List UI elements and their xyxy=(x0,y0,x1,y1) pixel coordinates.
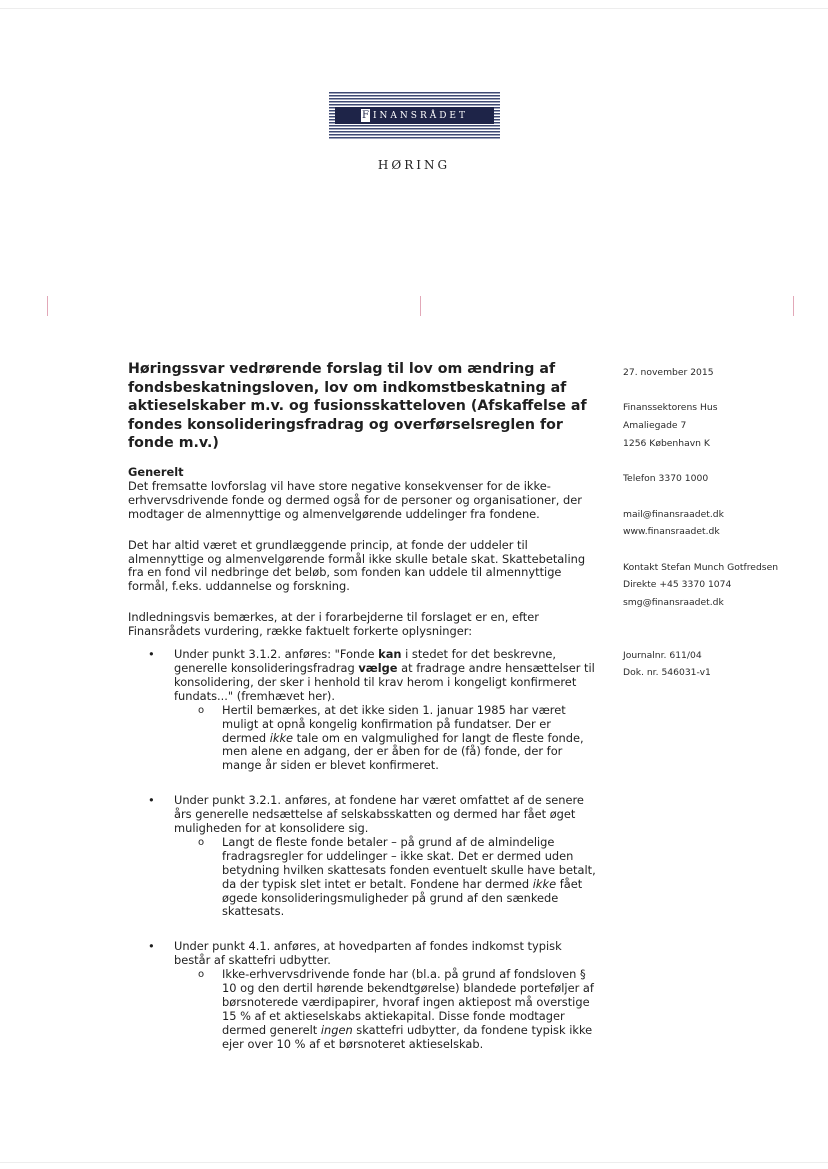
sub-list xyxy=(174,704,598,774)
journal-number: Journalnr. 611/04 xyxy=(623,649,702,661)
bullet-icon: • xyxy=(148,939,155,954)
list-item: • Under punkt 3.2.1. anføres, at fondene har været omfattet af de senere års generelle nedsættelse af selskabsskatten og dermed har fået øget muligheden for at konsolidere sig. o Langt de fleste fonde betaler – på grund af de almindelige fradragsregler for uddelinger – ikke skat. Det er dermed uden betydning hvilken skattesats fonden eventuelt skulle have betalt, da der typisk slet intet er betalt. Fondene har dermed ikke fået øgede konsolideringsmuligheder på grund af den sænkede skattesats. xyxy=(128,794,598,919)
sub-list xyxy=(174,836,598,919)
paragraph-1: Det fremsatte lovforslag vil have store negative konsekvenser for de ikke-erhvervsdrivende fonde og dermed også for de personer og organisationer, der modtager de almennyttige og almenvelgørende uddelinger fra fondene. xyxy=(128,478,582,521)
document-number: Dok. nr. 546031-v1 xyxy=(623,667,711,679)
sub-list-item: o Langt de fleste fonde betaler – på grund af de almindelige fradragsregler for uddelinger – ikke skat. Det er dermed uden betydning hvilken skattesats fonden eventuelt skulle have betalt, da der typisk slet intet er betalt. Fondene har dermed ikke fået øgede konsolideringsmuligheder på grund af den sænkede skattesats. xyxy=(198,834,596,919)
sub-list-item: o Ikke-erhvervsdrivende fonde har (bl.a. på grund af fondsloven § 10 og den dertil hørende bekendtgørelse) blandede porteføljer af børsnoterede værdipapirer, hvoraf ingen aktiepost må overstige 15 % af et aktieselskabs aktiekapital. Disse fonde modtager dermed generelt ingen skattefri udbytter, da fondene typisk ikke ejer over 10 % af et børsnoteret aktieselskab. xyxy=(198,967,594,1051)
sub-list xyxy=(174,968,598,1051)
section-title: Generelt xyxy=(128,465,184,479)
body-text xyxy=(128,466,598,1073)
document-heading: Høringssvar vedrørende forslag til lov om ændring af fondsbeskatningsloven, lov om indkomstbeskatning af aktieselskaber m.v. og fusionsskatteloven (Afskaffelse af fondes konsolideringsfradrag og overførselsreglen for fonde m.v.) xyxy=(128,361,587,451)
address-line-3: 1256 København K xyxy=(623,437,710,449)
logo-band xyxy=(335,107,494,124)
address-line-1: Finanssektorens Hus xyxy=(623,402,718,414)
paragraph-3: Indledningsvis bemærkes, at der i forarbejderne til forslaget er en, efter Finansrådets vurdering, række faktuelt forkerte oplysninger: xyxy=(128,610,539,639)
fold-mark-right xyxy=(793,296,794,316)
circle-bullet-icon: o xyxy=(198,969,205,981)
list-item: • Under punkt 3.1.2. anføres: "Fonde kan i stedet for det beskrevne, generelle konsolideringsfradrag vælge at fradrage andre hensættelser til konsolidering, der sker i henhold til krav herom i kongeligt konfirmeret fundats..." (fremhævet her). o Hertil bemærkes, at det ikke siden 1. januar 1985 har været muligt at opnå kongelig konfirmation på fundatser. Der er dermed ikke tale om en valgmulighed for langt de fleste fonde, men alene en adgang, der er åben for de (få) fonde, der for mange år siden er blevet konfirmeret. xyxy=(128,648,598,773)
bullet-icon: • xyxy=(148,793,155,808)
list-item: • Under punkt 4.1. anføres, at hovedparten af fondes indkomst typisk består af skattefri udbytter. o Ikke-erhvervsdrivende fonde har (bl.a. på grund af fondsloven § 10 og den dertil hørende bekendtgørelse) blandede porteføljer af børsnoterede værdipapirer, hvoraf ingen aktiepost må overstige 15 % af et aktieselskabs aktiekapital. Disse fonde modtager dermed generelt ingen skattefri udbytter, da fondene typisk ikke ejer over 10 % af et børsnoteret aktieselskab. xyxy=(128,940,598,1051)
circle-bullet-icon: o xyxy=(198,704,205,716)
circle-bullet-icon: o xyxy=(198,836,205,848)
findings-list xyxy=(128,648,598,1052)
document-type: HØRING xyxy=(377,158,451,172)
logo-initial: F xyxy=(361,110,369,121)
bullet-icon: • xyxy=(148,647,155,662)
letter-date: 27. november 2015 xyxy=(623,367,714,378)
email: mail@finansraadet.dk xyxy=(623,508,724,520)
website: www.finansraadet.dk xyxy=(623,526,720,538)
finansraadet-logo xyxy=(329,92,500,140)
sender-sidebar xyxy=(623,364,823,682)
contact-email: smg@finansraadet.dk xyxy=(623,597,724,609)
address-line-2: Amaliegade 7 xyxy=(623,420,687,432)
fold-mark-center xyxy=(420,296,421,316)
fold-mark-left xyxy=(47,296,48,316)
logo-wordmark: INANSRÅDET xyxy=(372,110,469,121)
paragraph-2: Det har altid været et grundlæggende princip, at fonde der uddeler til almennyttige og almenvelgørende formål ikke skulle betale skat. Skattebetaling fra en fond vil nedbringe det beløb, som fonden kan uddele til almennyttige formål, f.eks. uddannelse og forskning. xyxy=(128,537,586,594)
phone: Telefon 3370 1000 xyxy=(623,473,709,485)
sub-list-item: o Hertil bemærkes, at det ikke siden 1. januar 1985 har været muligt at opnå kongelig konfirmation på fundatser. Der er dermed ikke tale om en valgmulighed for langt de fleste fonde, men alene en adgang, der er åben for de (få) fonde, der for mange år siden er blevet konfirmeret. xyxy=(198,702,584,773)
contact-person: Kontakt Stefan Munch Gotfredsen xyxy=(623,561,779,573)
direct-phone: Direkte +45 3370 1074 xyxy=(623,579,732,591)
